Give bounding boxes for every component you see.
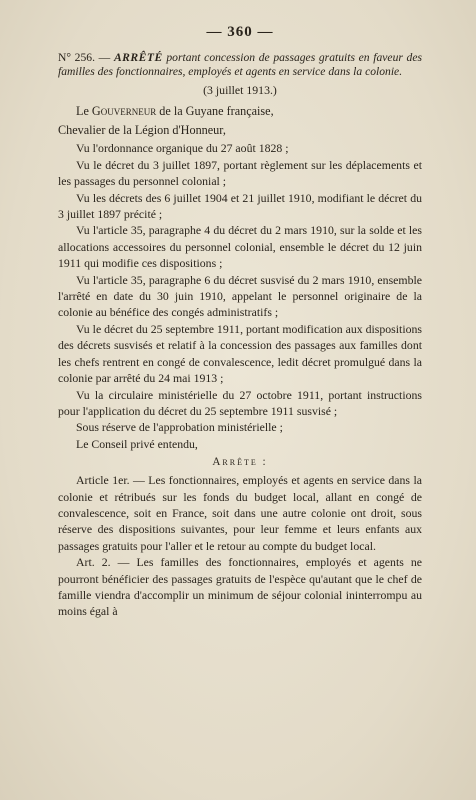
considerant-8: Sous réserve de l'approbation ministérielle ; — [76, 420, 283, 435]
considerant-1: Vu l'ordonnance organique du 27 août 1828 ; — [76, 141, 289, 156]
decree-date: (3 juillet 1913.) — [203, 83, 277, 98]
considerant-9: Le Conseil privé entendu, — [76, 436, 198, 451]
considerant-2: Vu le décret du 3 juillet 1897, portant règlement sur les déplacements et les passages du personnel colonial ; — [58, 157, 422, 189]
gouverneur-line — [58, 102, 422, 121]
decree-title-rest: portant concession de passages gratuits en faveur des familles des fonctionnaires, employés et agents en service dans la colonie. — [58, 51, 423, 79]
considerant-7: Vu la circulaire ministérielle du 27 octobre 1911, portant instructions pour l'application du décret du 25 septembre 1911 susvisé ; — [58, 387, 422, 418]
considerant-3: Vu les décrets des 6 juillet 1904 et 21 juillet 1910, modifiant le décret du 3 juillet 1897 précité ; — [58, 190, 422, 222]
article-1: Article 1er. — Les fonctionnaires, employés et agents en service dans la colonie et rétribués sur les fonds du budget local, allant en congé de convalescence, soit en France, soit dans une autre colonie ont droit, sous réserve des dispositions suivantes, pour leur femme et leurs enfants aux passages gratuits pour l'aller et le retour au compte du budget local. — [58, 473, 422, 553]
page-number: — 360 — — [206, 24, 274, 40]
gouverneur-title: Gouverneur — [91, 104, 157, 119]
arrete-label: Arrête : — [212, 456, 268, 469]
gouverneur-prefix: Le — [76, 104, 92, 119]
decree-number: N° 256. — [58, 51, 95, 64]
considerant-4: Vu l'article 35, paragraphe 4 du décret du 2 mars 1910, sur la solde et les allocations accessoires du personnel colonial, ensemble le décret du 12 juin 1911 qui modifie ces dispositions ; — [58, 223, 422, 271]
gouverneur-suffix: de la Guyane française, — [156, 104, 274, 119]
decree-title-word: ARRÊTÉ — [113, 51, 163, 64]
heading-dash: — — [94, 51, 114, 64]
decree-heading — [58, 51, 422, 79]
considerant-6: Vu le décret du 25 septembre 1911, portant modification aux dispositions des décrets susvisés et relatif à la concession des passages aux familles dont les chefs rentrent en congé de convalescence, ledit décret promulgué dans la colonie par arrêté du 24 mai 1913 ; — [58, 321, 422, 386]
article-2: Art. 2. — Les familles des fonctionnaires, employés et agents ne pourront bénéficier des passages gratuits de l'espèce qu'autant que le chef de famille viendra d'accomplir un minimum de séjour colonial ininterrompu au moins égal à — [58, 555, 422, 619]
considerant-5: Vu l'article 35, paragraphe 6 du décret susvisé du 2 mars 1910, ensemble l'arrêté en date du 30 juin 1910, appelant le personnel originaire de la colonie au bénéfice des congés administratifs ; — [58, 272, 422, 320]
chevalier-line: Chevalier de la Légion d'Honneur, — [58, 123, 226, 138]
